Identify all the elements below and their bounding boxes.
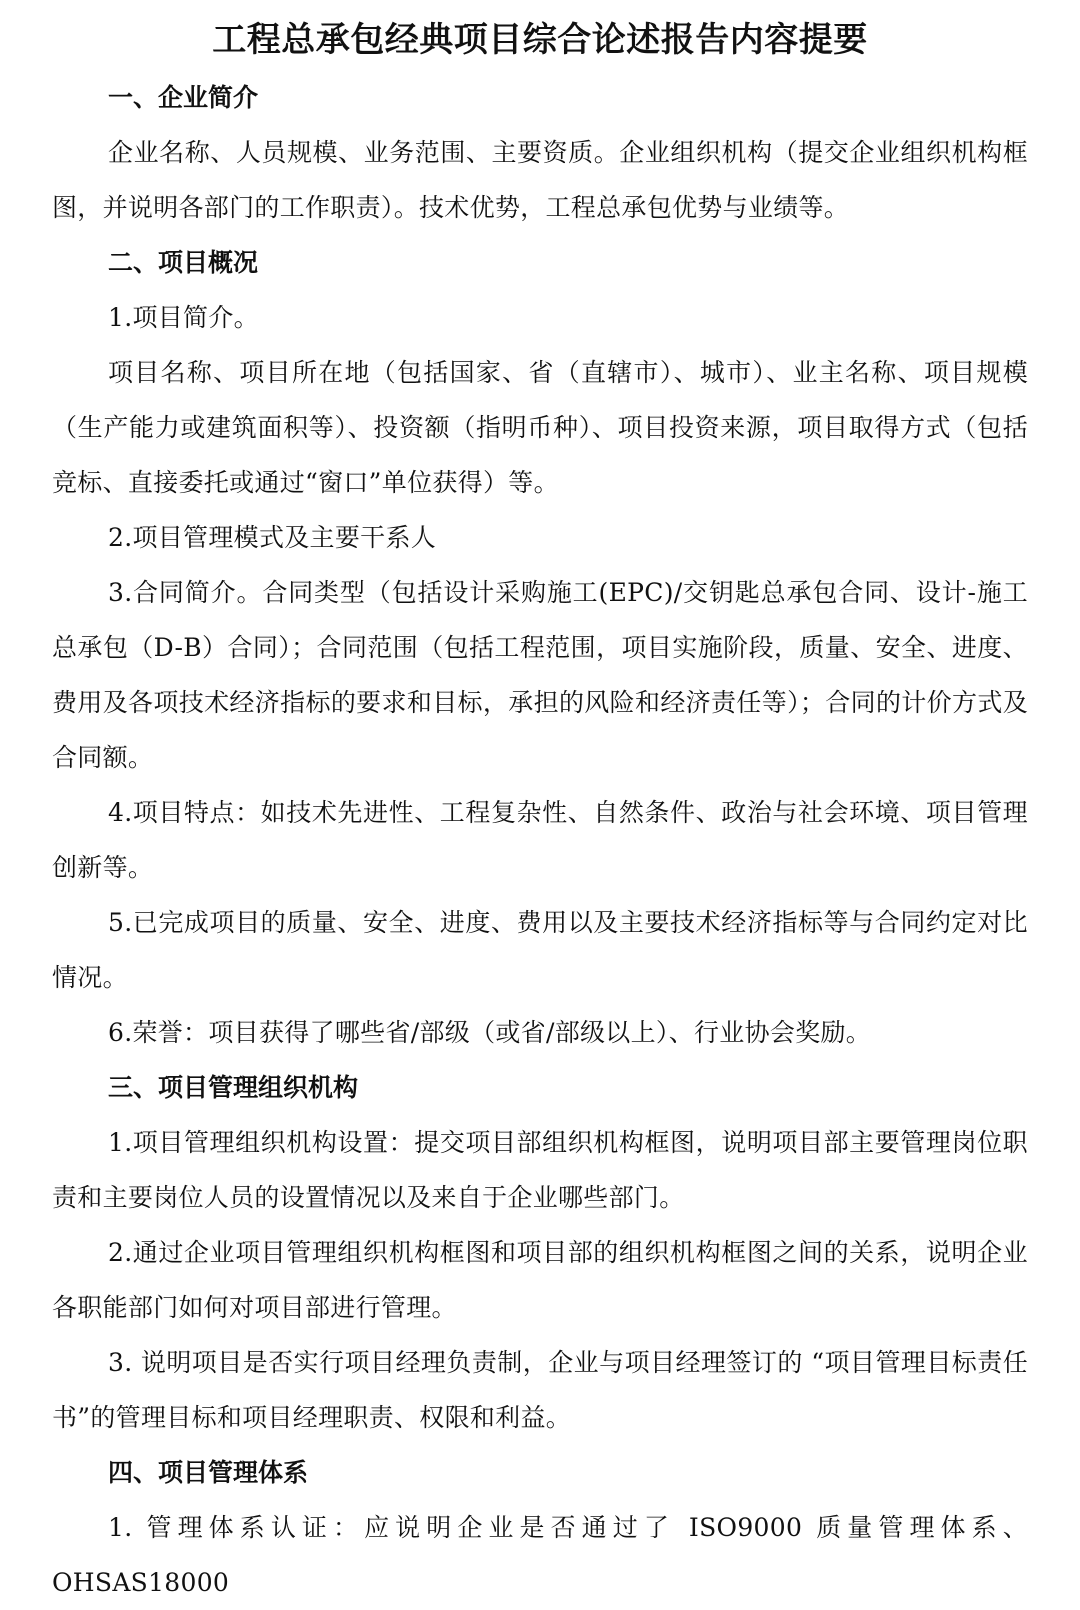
section-heading-1: 一、企业简介 [108,83,259,112]
section-heading-3: 三、项目管理组织机构 [108,1073,359,1102]
paragraph: 1. 管理体系认证：应说明企业是否通过了 ISO9000 质量管理体系、OHSAS18000 [52,1513,1028,1597]
paragraph: 1.项目简介。 [108,303,259,332]
paragraph: 2.项目管理模式及主要干系人 [108,523,437,552]
paragraph: 项目名称、项目所在地（包括国家、省（直辖市）、城市）、业主名称、项目规模（生产能力或建筑面积等）、投资额（指明币种）、项目投资来源，项目取得方式（包括竞标、直接委托或通过“窗口”单位获得）等。 [52,358,1028,497]
section-heading-4: 四、项目管理体系 [108,1458,309,1487]
paragraph: 2.通过企业项目管理组织机构框图和项目部的组织机构框图之间的关系，说明企业各职能部门如何对项目部进行管理。 [52,1238,1028,1322]
document-title: 工程总承包经典项目综合论述报告内容提要 [212,20,868,60]
paragraph: 3.合同简介。合同类型（包括设计采购施工(EPC)/交钥匙总承包合同、设计-施工总承包（D-B）合同）；合同范围（包括工程范围，项目实施阶段，质量、安全、进度、费用及各项技术经济指标的要求和目标，承担的风险和经济责任等）；合同的计价方式及合同额。 [52,578,1028,772]
section-heading-2: 二、项目概况 [108,248,259,277]
paragraph: 6.荣誉：项目获得了哪些省/部级（或省/部级以上）、行业协会奖励。 [108,1018,872,1047]
paragraph: 企业名称、人员规模、业务范围、主要资质。企业组织机构（提交企业组织机构框图，并说明各部门的工作职责）。技术优势，工程总承包优势与业绩等。 [52,138,1028,222]
paragraph: 4.项目特点：如技术先进性、工程复杂性、自然条件、政治与社会环境、项目管理创新等。 [52,798,1028,882]
paragraph: 1.项目管理组织机构设置：提交项目部组织机构框图，说明项目部主要管理岗位职责和主要岗位人员的设置情况以及来自于企业哪些部门。 [52,1128,1028,1212]
paragraph: 3. 说明项目是否实行项目经理负责制，企业与项目经理签订的 “项目管理目标责任书”的管理目标和项目经理职责、权限和利益。 [52,1348,1028,1432]
paragraph: 5.已完成项目的质量、安全、进度、费用以及主要技术经济指标等与合同约定对比情况。 [52,908,1028,992]
